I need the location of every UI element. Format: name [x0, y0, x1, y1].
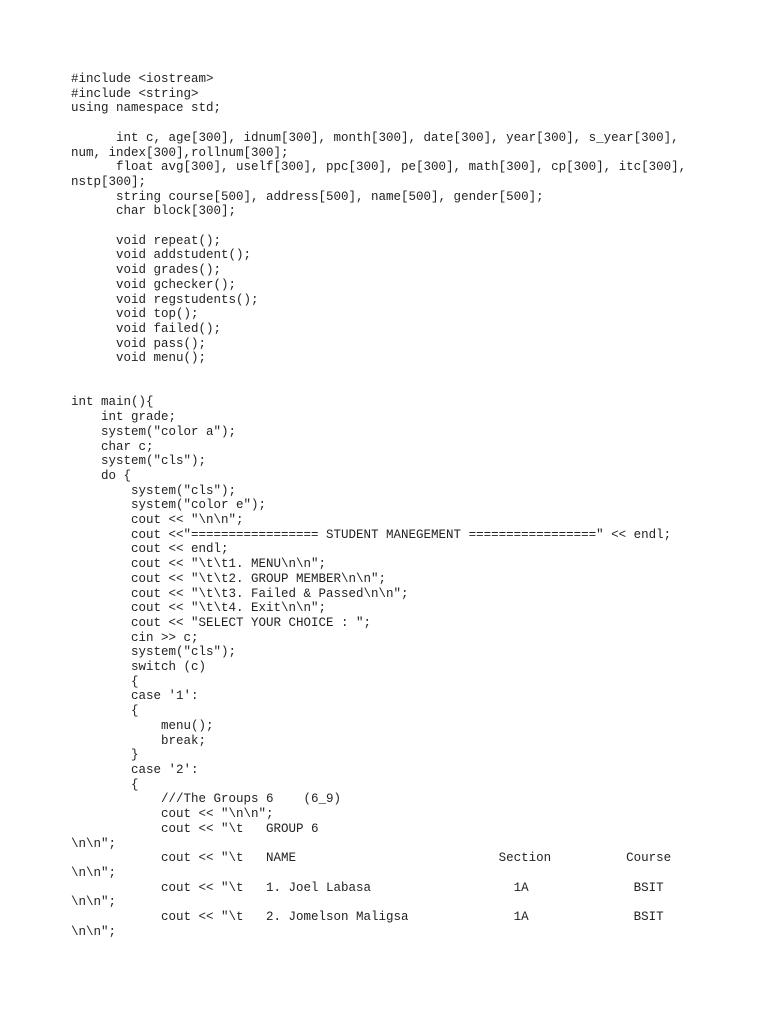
- code-line: cout << "\t\t3. Failed & Passed\n\n";: [71, 586, 409, 601]
- code-line: void gchecker();: [71, 277, 237, 292]
- code-line: cout << "\t 2. Jomelson Maligsa 1A BSIT: [71, 910, 664, 925]
- code-line: \n\n";: [71, 895, 117, 910]
- code-document: [71, 72, 768, 939]
- code-line: {: [71, 674, 139, 689]
- code-line: #include <string>: [71, 86, 199, 101]
- code-line: cout << "SELECT YOUR CHOICE : ";: [71, 615, 372, 630]
- code-line: case '2':: [71, 762, 199, 777]
- code-line: cout << "\t GROUP 6: [71, 821, 319, 836]
- code-line: \n\n";: [71, 924, 117, 939]
- code-line: #include <iostream>: [71, 72, 214, 86]
- code-line: cout << "\t NAME Section Course: [71, 851, 672, 866]
- code-listing: [71, 72, 768, 939]
- code-line: ///The Groups 6 (6_9): [71, 792, 342, 807]
- code-line: cout << "\n\n";: [71, 513, 244, 528]
- code-line: void grades();: [71, 263, 222, 278]
- code-line: system("color a");: [71, 424, 237, 439]
- code-line: num, index[300],rollnum[300];: [71, 145, 289, 160]
- code-line: void regstudents();: [71, 292, 259, 307]
- code-line: {: [71, 704, 139, 719]
- code-line: void menu();: [71, 351, 207, 366]
- code-line: int main(){: [71, 395, 154, 410]
- code-line: cout <<"================= STUDENT MANEGEMENT =================" << endl;: [71, 527, 672, 542]
- code-line: switch (c): [71, 660, 207, 675]
- code-line: case '1':: [71, 689, 199, 704]
- code-line: void failed();: [71, 321, 222, 336]
- code-line: using namespace std;: [71, 101, 222, 116]
- code-line: cin >> c;: [71, 630, 199, 645]
- code-line: system("cls");: [71, 645, 237, 660]
- code-line: cout << "\t\t1. MENU\n\n";: [71, 557, 327, 572]
- code-line: [71, 116, 768, 131]
- code-line: cout << "\t 1. Joel Labasa 1A BSIT: [71, 880, 664, 895]
- code-line: }: [71, 748, 139, 763]
- code-line: cout << "\t\t2. GROUP MEMBER\n\n";: [71, 571, 387, 586]
- code-line: void repeat();: [71, 233, 222, 248]
- code-line: string course[500], address[500], name[500], gender[500];: [71, 189, 544, 204]
- code-line: int grade;: [71, 410, 177, 425]
- code-line: cout << endl;: [71, 542, 229, 557]
- code-line: nstp[300];: [71, 174, 147, 189]
- code-line: \n\n";: [71, 836, 117, 851]
- code-line: char c;: [71, 439, 154, 454]
- code-line: float avg[300], uself[300], ppc[300], pe[300], math[300], cp[300], itc[300],: [71, 160, 687, 175]
- code-line: do {: [71, 468, 132, 483]
- code-line: cout << "\t\t4. Exit\n\n";: [71, 601, 327, 616]
- code-line: system("color e");: [71, 498, 267, 513]
- code-line: [71, 219, 768, 234]
- code-line: [71, 366, 768, 381]
- code-line: [71, 381, 768, 396]
- code-line: menu();: [71, 718, 214, 733]
- code-line: char block[300];: [71, 204, 237, 219]
- code-line: {: [71, 777, 139, 792]
- code-line: break;: [71, 733, 207, 748]
- code-line: system("cls");: [71, 454, 207, 469]
- code-line: int c, age[300], idnum[300], month[300], date[300], year[300], s_year[300],: [71, 130, 679, 145]
- code-line: \n\n";: [71, 865, 117, 880]
- code-line: cout << "\n\n";: [71, 807, 274, 822]
- code-line: void pass();: [71, 336, 207, 351]
- code-line: system("cls");: [71, 483, 237, 498]
- code-line: void top();: [71, 307, 199, 322]
- code-line: void addstudent();: [71, 248, 252, 263]
